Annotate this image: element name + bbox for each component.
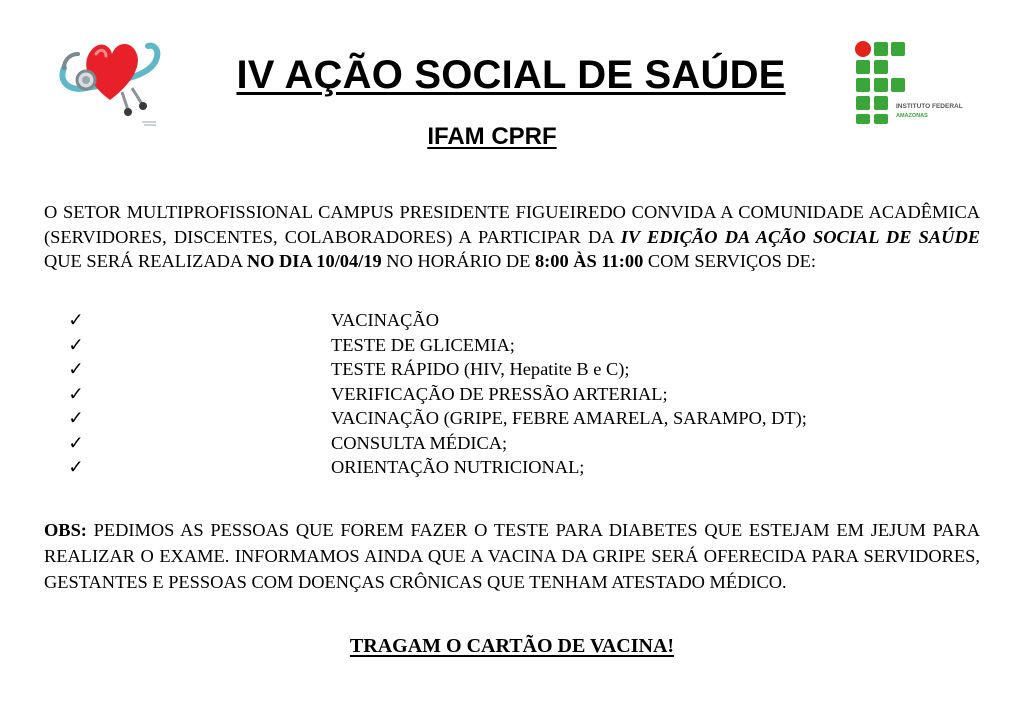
service-label: TESTE DE GLICEMIA; <box>331 334 515 355</box>
heart-stethoscope-icon <box>56 30 164 130</box>
checkmark-icon: ✓ <box>68 334 84 355</box>
list-item <box>44 406 980 431</box>
logo-text-line-1: INSTITUTO FEDERAL <box>896 103 963 110</box>
checkmark-icon: ✓ <box>68 359 84 379</box>
page-subtitle: IFAM CPRF <box>427 123 557 150</box>
list-item <box>44 455 980 480</box>
obs-paragraph <box>44 517 980 595</box>
service-label: VACINAÇÃO <box>331 310 439 330</box>
event-name: IV EDIÇÃO DA AÇÃO SOCIAL DE SAÚDE <box>620 226 980 247</box>
service-label: CONSULTA MÉDICA; <box>331 432 508 453</box>
service-label: VERIFICAÇÃO DE PRESSÃO ARTERIAL; <box>331 383 668 404</box>
services-list <box>44 308 980 480</box>
page-title: IV AÇÃO SOCIAL DE SAÚDE <box>236 53 786 97</box>
call-to-action: TRAGAM O CARTÃO DE VACINA! <box>349 635 675 657</box>
list-item <box>44 382 980 407</box>
service-label: ORIENTAÇÃO NUTRICIONAL; <box>331 457 585 477</box>
intro-text-3: NO HORÁRIO DE <box>381 251 535 271</box>
event-date: NO DIA 10/04/19 <box>246 251 382 271</box>
intro-text-4: COM SERVIÇOS DE: <box>643 251 817 271</box>
instituto-federal-logo <box>852 40 963 126</box>
list-item <box>44 357 980 382</box>
logo-text-line-2: AMAZONAS <box>896 113 928 119</box>
service-label: VACINAÇÃO (GRIPE, FEBRE AMARELA, SARAMPO, DT); <box>331 408 807 428</box>
intro-text-2: QUE SERÁ REALIZADA <box>44 251 247 271</box>
list-item <box>44 333 980 358</box>
list-item <box>44 431 980 456</box>
service-label: TESTE RÁPIDO (HIV, Hepatite B e C); <box>331 359 630 379</box>
intro-text-1: O SETOR MULTIPROFISSIONAL CAMPUS PRESIDENTE FIGUEIREDO CONVIDA A COMUNIDADE ACADÊMICA (SERVIDORES, DISCENTES, COLABORADORES) A PARTICIPAR DA <box>44 202 980 247</box>
obs-label: OBS: <box>44 520 87 540</box>
checkmark-icon: ✓ <box>68 457 84 477</box>
checkmark-icon: ✓ <box>68 383 84 404</box>
checkmark-icon: ✓ <box>68 408 84 428</box>
checkmark-icon: ✓ <box>68 432 84 453</box>
checkmark-icon: ✓ <box>68 310 84 330</box>
event-time: 8:00 ÀS 11:00 <box>534 251 644 271</box>
intro-paragraph <box>44 200 980 274</box>
list-item <box>44 308 980 333</box>
obs-text: PEDIMOS AS PESSOAS QUE FOREM FAZER O TESTE PARA DIABETES QUE ESTEJAM EM JEJUM PARA REALIZAR O EXAME. INFORMAMOS AINDA QUE A VACINA DA GRIPE SERÁ OFERECIDA PARA SERVIDORES, GESTANTES E PESSOAS COM DOENÇAS CRÔNICAS QUE TENHAM ATESTADO MÉDICO. <box>44 520 980 592</box>
